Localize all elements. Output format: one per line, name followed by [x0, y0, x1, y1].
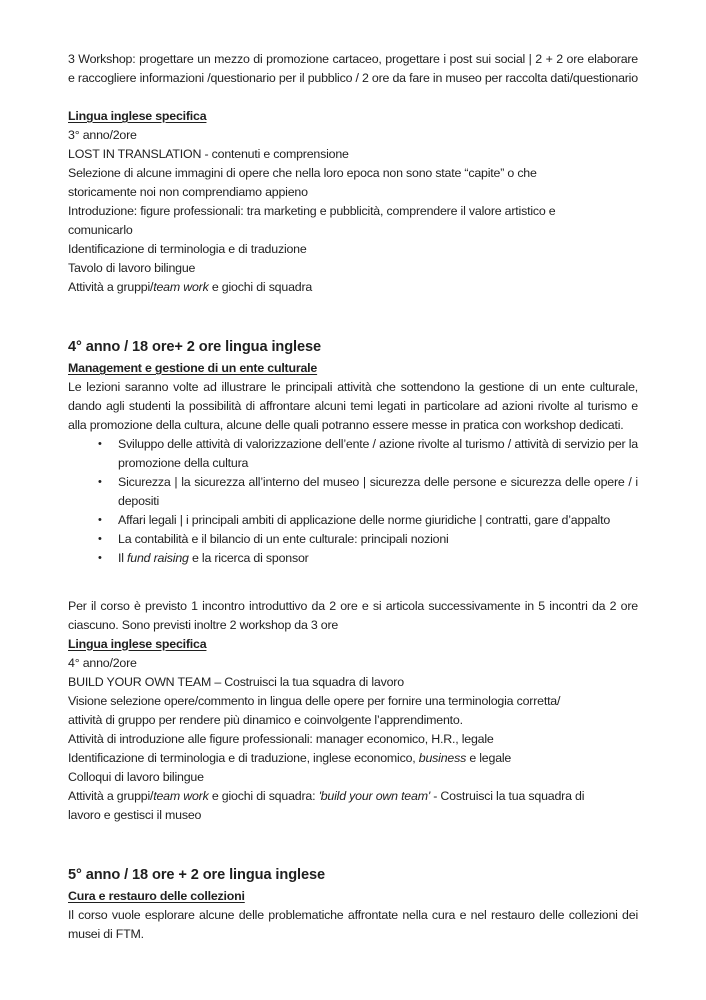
corso-structure-paragraph — [68, 597, 638, 635]
text-run: Attività a gruppi/ — [68, 788, 154, 803]
heading-4-anno — [68, 335, 638, 359]
text-run: storicamente noi non comprendiamo appieno — [68, 185, 308, 199]
text-line — [68, 221, 638, 240]
text-run: Attività di introduzione alle figure professionali: manager economico, H.R., legale — [68, 731, 494, 746]
text-run: e la ricerca di sponsor — [188, 551, 309, 565]
text-run: 4° anno/2ore — [68, 655, 137, 670]
bullet-icon: • — [98, 533, 102, 545]
heading-lingua-inglese-specifica-4 — [68, 635, 638, 654]
cura-restauro-paragraph — [68, 906, 638, 944]
text-run: - Costruisci la tua squadra di — [429, 788, 585, 803]
text-line — [68, 749, 638, 768]
text-run: Lingua inglese specifica — [68, 636, 207, 651]
management-paragraph — [68, 378, 638, 435]
blank-line — [68, 825, 638, 863]
text-run: Tavolo di lavoro bilingue — [68, 261, 196, 275]
blank-line — [68, 88, 638, 107]
text-run: attività di gruppo per rendere più dinamico e coinvolgente l’apprendimento. — [68, 712, 463, 727]
text-run: Attività a gruppi/ — [68, 280, 154, 294]
blank-line — [68, 297, 638, 335]
text-run: Cura e restauro delle collezioni — [68, 888, 245, 903]
blank-line — [68, 568, 638, 597]
bullet-text — [118, 513, 610, 527]
text-run: Per il corso è previsto 1 incontro introduttivo da 2 ore e si articola successivamente in 5 incontri da 2 ore ciascuno. Sono previsti inoltre 2 workshop da 3 ore — [68, 598, 638, 632]
text-line — [68, 126, 638, 145]
bullet-text — [118, 532, 449, 546]
text-line — [68, 692, 638, 711]
text-run: e giochi di squadra — [208, 280, 313, 294]
italic-text-run: business — [418, 750, 467, 765]
text-line — [68, 202, 638, 221]
text-run: Sicurezza | la sicurezza all’interno del museo | sicurezza delle persone e sicurezza delle opere / i depositi — [118, 475, 638, 508]
text-run: Identificazione di terminologia e di traduzione — [68, 242, 307, 256]
text-run: BUILD YOUR OWN TEAM – Costruisci la tua squadra di lavoro — [68, 674, 404, 689]
text-run: Colloqui di lavoro bilingue — [68, 769, 204, 784]
heading-management-ente-culturale — [68, 359, 638, 378]
text-line — [68, 768, 638, 787]
text-run: La contabilità e il bilancio di un ente culturale: principali nozioni — [118, 532, 449, 546]
text-line — [68, 711, 638, 730]
heading-lingua-inglese-specifica-3 — [68, 107, 638, 126]
text-run: e giochi di squadra: — [208, 788, 319, 803]
bullet-item — [68, 530, 638, 549]
text-run: 4° anno / 18 ore+ 2 ore lingua inglese — [68, 339, 322, 355]
bullet-icon: • — [98, 552, 102, 564]
bullet-icon: • — [98, 514, 102, 526]
text-run: Identificazione di terminologia e di traduzione, inglese economico, — [68, 750, 419, 765]
bullet-item — [68, 549, 638, 568]
text-line — [68, 654, 638, 673]
bullet-icon: • — [98, 476, 102, 488]
bullet-text — [118, 437, 638, 470]
text-run: Lingua inglese specifica — [68, 109, 207, 123]
text-line — [68, 183, 638, 202]
text-line — [68, 787, 638, 806]
heading-5-anno — [68, 863, 638, 887]
text-run: Sviluppo delle attività di valorizzazione dell’ente / azione rivolte al turismo / attività di servizio per la promozione della cultura — [118, 437, 638, 470]
text-line — [68, 673, 638, 692]
text-run: 5° anno / 18 ore + 2 ore lingua inglese — [68, 866, 326, 883]
italic-text-run: 'build your own team' — [318, 788, 430, 803]
text-run: Il corso vuole esplorare alcune delle problematiche affrontate nella cura e nel restauro delle collezioni dei musei di FTM. — [68, 907, 638, 941]
text-line — [68, 164, 638, 183]
bullet-item — [68, 435, 638, 473]
bullet-item — [68, 511, 638, 530]
text-run: Selezione di alcune immagini di opere che nella loro epoca non sono state “capite” o che — [68, 166, 537, 180]
bullet-text — [118, 551, 309, 565]
text-line — [68, 145, 638, 164]
text-run: e legale — [466, 750, 512, 765]
text-run: Visione selezione opere/commento in lingua delle opere per fornire una terminologia corretta/ — [68, 693, 561, 708]
italic-text-run: fund raising — [127, 551, 189, 565]
text-run: Management e gestione di un ente culturale — [68, 361, 318, 375]
bullet-icon: • — [98, 438, 102, 450]
text-run: lavoro e gestisci il museo — [68, 807, 202, 822]
text-run: Le lezioni saranno volte ad illustrare le principali attività che sottendono la gestione di un ente culturale, dando agli studenti la possibilità di affrontare alcuni temi legati in particolare ad azioni rivolte al turismo e alla promozione della cultura, alcune delle quali potranno essere messe in pratica con workshop dedicati. — [68, 380, 638, 432]
text-line — [68, 806, 638, 825]
document-body — [68, 50, 638, 944]
bullet-text — [118, 475, 638, 508]
text-run: Affari legali | i principali ambiti di applicazione delle norme giuridiche | contratti, gare d’appalto — [118, 513, 611, 527]
text-run: Il — [118, 551, 128, 565]
text-run: 3° anno/2ore — [68, 128, 137, 142]
italic-text-run: team work — [153, 788, 209, 803]
workshop-intro-paragraph — [68, 50, 638, 88]
text-run: Introduzione: figure professionali: tra marketing e pubblicità, comprendere il valore artistico e — [68, 204, 556, 218]
text-line — [68, 730, 638, 749]
heading-cura-restauro-collezioni — [68, 887, 638, 906]
italic-text-run: team work — [153, 280, 209, 294]
bullet-item — [68, 473, 638, 511]
text-line — [68, 240, 638, 259]
text-line — [68, 259, 638, 278]
text-run: 3 Workshop: progettare un mezzo di promozione cartaceo, progettare i post sui social | 2 + 2 ore elaborare e raccogliere informazioni /questionario per il pubblico / 2 ore da fare in museo per raccolta dati/questionario — [68, 52, 638, 85]
text-line — [68, 278, 638, 297]
text-run: comunicarlo — [68, 223, 133, 237]
text-run: LOST IN TRANSLATION - contenuti e comprensione — [68, 147, 349, 161]
